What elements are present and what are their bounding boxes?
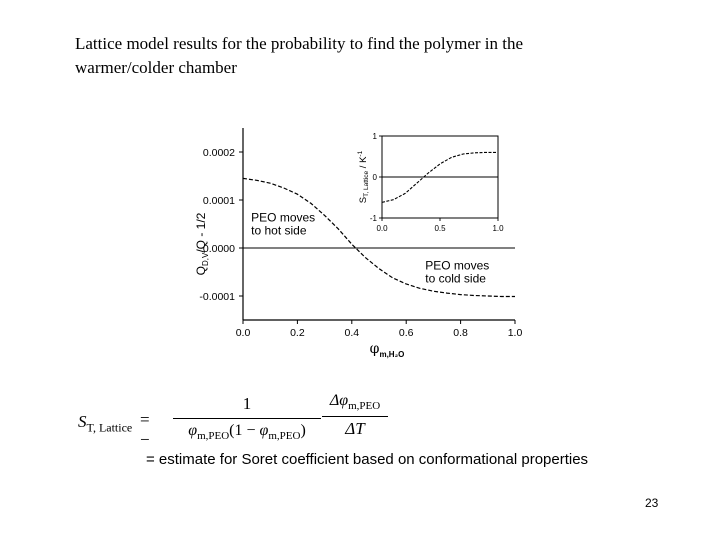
main-x-tick-label: 0.6 <box>398 327 414 339</box>
formula-fraction-2-bar <box>322 416 388 417</box>
main-y-tick-label: -0.0001 <box>199 291 235 303</box>
formula-lhs: $S_{T, Lattice}$ <box>78 412 133 435</box>
inset-y-axis-label: $S_{T, Lattice} / K^{-1}$ <box>357 150 370 204</box>
inset-y-tick-label: 0 <box>372 173 377 182</box>
page-number: 23 <box>645 496 659 510</box>
main-annotation-1-line-1: PEO moves <box>251 210 316 225</box>
main-x-tick-label: 0.4 <box>344 327 360 339</box>
main-y-tick-label: 0.0000 <box>202 243 235 255</box>
inset-x-tick-label: 0.0 <box>376 224 388 233</box>
main-y-tick-label: 0.0002 <box>202 147 235 159</box>
formula-fraction-1-denominator: $\varphi_{m,PEO}(1 - \varphi_{m,PEO})$ <box>188 422 306 443</box>
inset-y-tick-label: -1 <box>369 214 377 223</box>
formula-fraction-1-numerator: 1 <box>242 394 252 413</box>
inset-x-tick-label: 0.5 <box>434 224 446 233</box>
formula-fraction-1-bar <box>173 418 321 419</box>
formula-fraction-2 <box>322 392 388 438</box>
main-y-axis-label: $Q_{D,V}/Q - 1/2$ <box>194 212 210 276</box>
main-y-tick-label: 0.0001 <box>202 195 235 207</box>
slide-title-line-1: Lattice model results for the probability to find the polymer in the <box>75 34 524 53</box>
inset-y-tick-label: 1 <box>372 132 377 141</box>
main-x-tick-label: 1.0 <box>507 327 523 339</box>
main-x-axis-label: $\varphi_{m,H_2O}$ <box>369 341 405 359</box>
main-annotation-1-line-2: to hot side <box>251 223 307 238</box>
main-annotation-2-line-2: to cold side <box>425 271 486 286</box>
formula-equals-minus: = − <box>140 410 150 449</box>
formula-fraction-1 <box>173 394 321 443</box>
main-x-tick-label: 0.2 <box>290 327 305 339</box>
inset-x-tick-label: 1.0 <box>492 224 504 233</box>
main-annotation-2-line-1: PEO moves <box>425 258 490 273</box>
formula-fraction-2-denominator: ΔT <box>345 419 365 438</box>
slide-title-line-2: warmer/colder chamber <box>75 58 237 77</box>
main-x-tick-label: 0.0 <box>235 327 251 339</box>
inset-chart <box>357 132 504 233</box>
main-x-tick-label: 0.8 <box>453 327 468 339</box>
formula-fraction-2-numerator: $\Delta\varphi_{m,PEO}$ <box>329 392 381 413</box>
formula-note: = estimate for Soret coefficient based on conformational properties <box>146 451 589 468</box>
